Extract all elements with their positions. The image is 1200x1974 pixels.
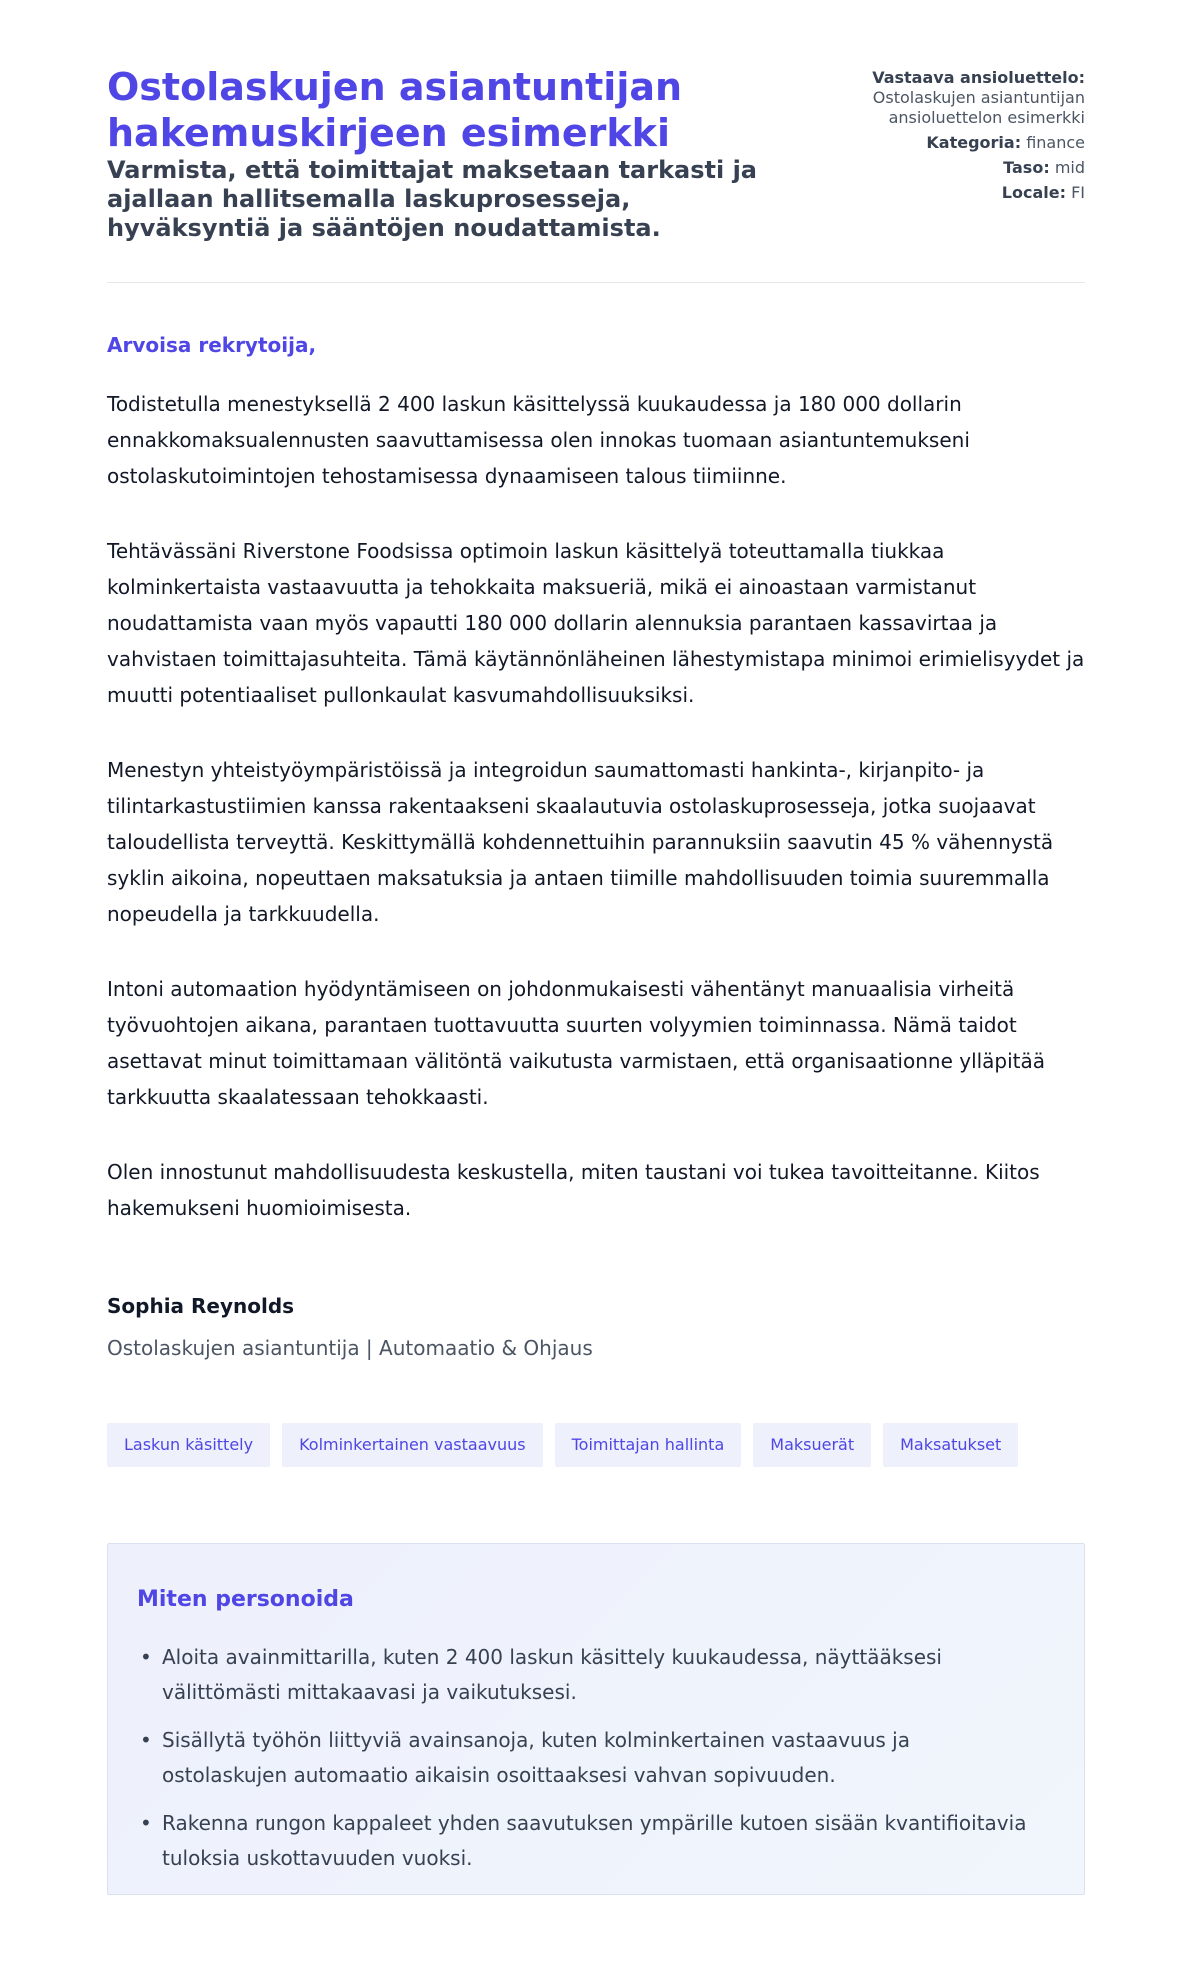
meta-resume-label: Vastaava ansioluettelo: [872,68,1085,87]
tips-list-item [137,1723,1037,1793]
meta-locale [792,183,1085,203]
letter-paragraph: Menestyn yhteistyöympäristöissä ja integroidun saumattomasti hankinta-, kirjanpito- ja tilintarkastustiimien kanssa rakentaakseni skaalautuvia ostolaskuprosesseja, jotka suojaavat taloudellista terveyttä. Keskittymällä kohdennettuihin parannuksiin saavutin 45 % vähennystä syklin aikoina, nopeuttaen maksatuksia ja antaen tiimille mahdollisuuden toimia suuremmalla nopeudella ja tarkkuudella. [107,758,1054,926]
meta-resume [792,68,1085,128]
skill-tags [107,1423,1030,1467]
letter-paragraph: Todistetulla menestyksellä 2 400 laskun käsittelyssä kuukaudessa ja 180 000 dollarin ennakkomaksualennusten saavuttamisessa olen innokas tuomaan asiantuntemukseni ostolaskutoimintojen tehostamisessa dynaamiseen talous tiimiinne. [107,392,970,488]
tips-list-item [137,1806,1037,1876]
page-title: Ostolaskujen asiantuntijan hakemuskirjeen esimerkki [107,65,683,155]
tips-item-text: Rakenna rungon kappaleet yhden saavutuksen ympärille kutoen sisään kvantifioitavia tuloksia uskottavuuden vuoksi. [162,1811,1027,1870]
meta-locale-label: Locale: [1001,183,1066,202]
meta-level [792,158,1085,178]
letter-paragraph: Intoni automaation hyödyntämiseen on johdonmukaisesti vähentänyt manuaalisia virheitä työvuohtojen aikana, parantaen tuottavuutta suurten volyymien toiminnassa. Nämä taidot asettavat minut toimittamaan välitöntä vaikutusta varmistaen, että organisaationne ylläpitää tarkkuutta skaalatessaan tehokkaasti. [107,977,1046,1109]
skill-tag[interactable]: Maksuerät [753,1423,871,1467]
page-subtitle: Varmista, että toimittajat maksetaan tarkasti ja ajallaan hallitsemalla laskuprosesseja, hyväksyntiä ja sääntöjen noudattamista. [107,156,757,242]
header-divider [107,282,1085,283]
letter-paragraph: Olen innostunut mahdollisuudesta keskustella, miten taustani voi tukea tavoitteitanne. Kiitos hakemukseni huomioimisesta. [107,1160,1040,1220]
tips-list [137,1640,1037,1889]
bullet-icon: • [140,1645,152,1669]
signature-name: Sophia Reynolds [107,1294,295,1318]
tips-item-text: Aloita avainmittarilla, kuten 2 400 laskun käsittely kuukaudessa, näyttääksesi välittömästi mittakaavasi ja vaikutuksesi. [162,1645,942,1704]
skill-tag[interactable]: Maksatukset [883,1423,1018,1467]
skill-tag[interactable]: Laskun käsittely [107,1423,270,1467]
header-titles [107,64,792,243]
signature-title: Ostolaskujen asiantuntija | Automaatio & Ohjaus [107,1336,593,1360]
bullet-icon: • [140,1728,152,1752]
meta-level-label: Taso: [1003,158,1050,177]
meta-category [792,133,1085,153]
tips-item-text: Sisällytä työhön liittyviä avainsanoja, kuten kolminkertainen vastaavuus ja ostolaskujen automaatio aikaisin osoittaaksesi vahvan sopivuuden. [162,1728,910,1787]
skill-tag[interactable]: Kolminkertainen vastaavuus [282,1423,543,1467]
meta-level-value: mid [1054,158,1085,177]
letter-paragraph: Tehtävässäni Riverstone Foodsissa optimoin laskun käsittelyä toteuttamalla tiukkaa kolminkertaista vastaavuutta ja tehokkaita maksueriä, mikä ei ainoastaan varmistanut noudattamista vaan myös vapautti 180 000 dollarin alennuksia parantaen kassavirtaa ja vahvistaen toimittajasuhteita. Tämä käytännönläheinen lähestymistapa minimoi erimielisyydet ja muutti potentiaaliset pullonkaulat kasvumahdollisuuksiksi. [107,539,1085,707]
tips-list-item [137,1640,1037,1710]
letter-body [107,386,1097,1265]
meta-category-value: finance [1026,133,1085,152]
meta-category-label: Kategoria: [926,133,1022,152]
skill-tag[interactable]: Toimittajan hallinta [555,1423,742,1467]
bullet-icon: • [140,1811,152,1835]
meta-panel [792,64,1085,208]
header [107,64,1085,243]
letter-greeting: Arvoisa rekrytoija, [107,333,317,357]
meta-locale-value: FI [1071,183,1085,202]
tips-title: Miten personoida [137,1587,354,1612]
meta-resume-link[interactable]: Ostolaskujen asiantuntijan ansioluettelon esimerkki [872,88,1085,127]
personalize-tips-box [107,1543,1085,1895]
page-header-region [107,64,1085,243]
